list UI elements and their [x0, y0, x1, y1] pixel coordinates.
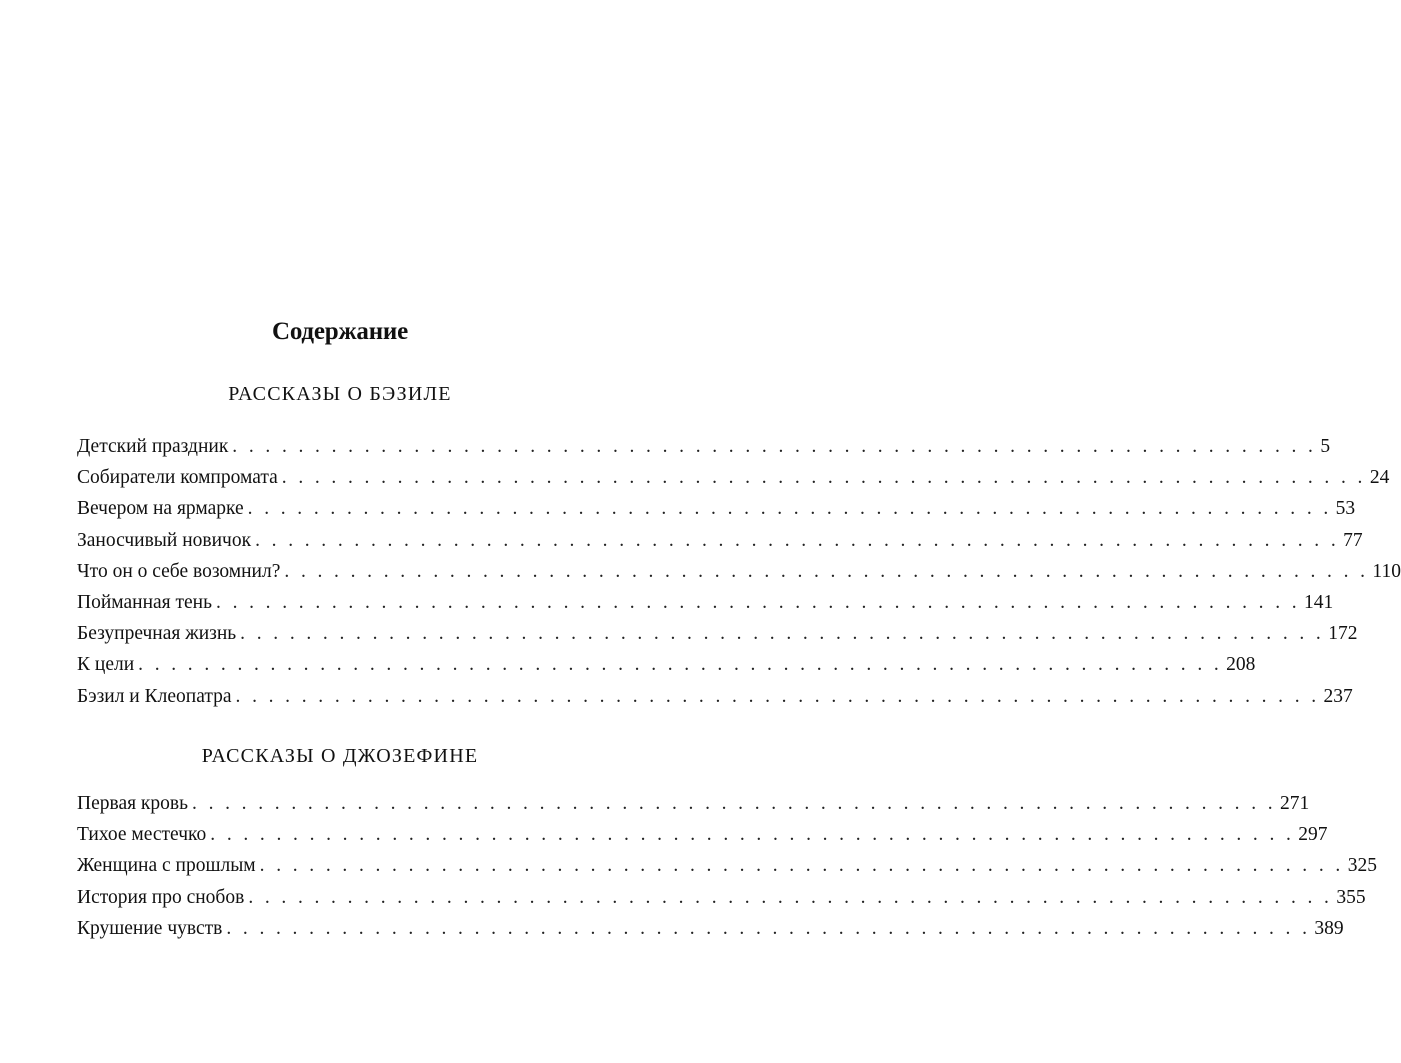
- toc-entry-title: Пойманная тень: [77, 591, 213, 613]
- toc-entry-title: Бэзил и Клеопатра: [77, 685, 232, 707]
- toc-dot-leader: . . . . . . . . . . . . . . . . . . . . . . . . . . . . . . . . . . . . . . . . . . . . . . . . . . . . . . . . . . . . . . . . . .: [284, 560, 1369, 582]
- toc-entry-title: Безупречная жизнь: [77, 623, 237, 645]
- toc-entry: [77, 587, 1334, 618]
- toc-entry: [77, 850, 1377, 881]
- toc-entry-title: Что он о себе возомнил?: [77, 560, 281, 582]
- toc-entry: [77, 882, 1366, 913]
- toc-dot-leader: . . . . . . . . . . . . . . . . . . . . . . . . . . . . . . . . . . . . . . . . . . . . . . . . . . . . . . . . . . . . . . . . . .: [235, 685, 1320, 707]
- section-heading-basil: РАССКАЗЫ О БЭЗИЛЕ: [228, 383, 452, 405]
- toc-dot-leader: . . . . . . . . . . . . . . . . . . . . . . . . . . . . . . . . . . . . . . . . . . . . . . . . . . . . . . . . . . . . . . . . . .: [240, 623, 1325, 645]
- toc-entry-title: Первая кровь: [77, 793, 189, 814]
- toc-entry: [77, 788, 1310, 819]
- toc-page-number: 110: [1372, 560, 1401, 582]
- toc-dot-leader: . . . . . . . . . . . . . . . . . . . . . . . . . . . . . . . . . . . . . . . . . . . . . . . . . . . . . . . . . . . . . . . . . .: [281, 467, 1366, 489]
- toc-dot-leader: . . . . . . . . . . . . . . . . . . . . . . . . . . . . . . . . . . . . . . . . . . . . . . . . . . . . . . . . . . . . . . . . . .: [192, 793, 1277, 814]
- toc-entry: [77, 913, 1344, 944]
- toc-dot-leader: . . . . . . . . . . . . . . . . . . . . . . . . . . . . . . . . . . . . . . . . . . . . . . . . . . . . . . . . . . . . . . . . . .: [210, 824, 1295, 846]
- toc-entry-title: Женщина с прошлым: [77, 855, 256, 877]
- toc-entry: [77, 525, 1363, 556]
- toc-dot-leader: . . . . . . . . . . . . . . . . . . . . . . . . . . . . . . . . . . . . . . . . . . . . . . . . . . . . . . . . . . . . . . . . . .: [226, 917, 1311, 939]
- toc-entry-title: Вечером на ярмарке: [77, 498, 244, 520]
- toc-page-number: 389: [1314, 917, 1344, 939]
- toc-entry: [77, 493, 1356, 524]
- toc-dot-leader: . . . . . . . . . . . . . . . . . . . . . . . . . . . . . . . . . . . . . . . . . . . . . . . . . . . . . . . . . . . . . . . . . .: [259, 855, 1344, 877]
- toc-page-number: 5: [1320, 436, 1331, 457]
- toc-page-number: 297: [1298, 824, 1328, 846]
- toc-entry: [77, 649, 1256, 680]
- toc-entry-title: Собиратели компромата: [77, 467, 278, 489]
- toc-dot-leader: . . . . . . . . . . . . . . . . . . . . . . . . . . . . . . . . . . . . . . . . . . . . . . . . . . . . . . . . . . . . . . . . . .: [247, 498, 1332, 520]
- toc-page-number: 77: [1343, 529, 1363, 551]
- toc-entry-title: Тихое местечко: [77, 824, 207, 846]
- toc-page-number: 24: [1369, 467, 1390, 489]
- toc-list-josephine: [77, 788, 1377, 944]
- toc-entry-title: Детский праздник: [77, 436, 229, 457]
- toc-page-number: 208: [1226, 654, 1256, 676]
- toc-page-number: 271: [1280, 793, 1310, 814]
- toc-entry-title: Крушение чувств: [77, 917, 223, 939]
- toc-entry: [77, 681, 1353, 712]
- toc-page-number: 53: [1335, 498, 1356, 520]
- toc-entry: [77, 618, 1358, 649]
- toc-entry: [77, 431, 1331, 462]
- section-heading-josephine: РАССКАЗЫ О ДЖОЗЕФИНЕ: [201, 745, 479, 767]
- toc-dot-leader: . . . . . . . . . . . . . . . . . . . . . . . . . . . . . . . . . . . . . . . . . . . . . . . . . . . . . . . . . . . . . . . . . .: [248, 886, 1333, 908]
- toc-dot-leader: . . . . . . . . . . . . . . . . . . . . . . . . . . . . . . . . . . . . . . . . . . . . . . . . . . . . . . . . . . . . . . . . . .: [255, 529, 1340, 551]
- toc-list-basil: [77, 431, 1401, 712]
- toc-page-number: 355: [1336, 886, 1366, 908]
- toc-dot-leader: . . . . . . . . . . . . . . . . . . . . . . . . . . . . . . . . . . . . . . . . . . . . . . . . . . . . . . . . . . . . . . . . . .: [232, 436, 1317, 457]
- toc-entry: [77, 462, 1390, 493]
- toc-page-number: 141: [1304, 591, 1334, 613]
- toc-dot-leader: . . . . . . . . . . . . . . . . . . . . . . . . . . . . . . . . . . . . . . . . . . . . . . . . . . . . . . . . . . . . . . . . . .: [138, 654, 1223, 676]
- toc-entry-title: История про снобов: [77, 886, 245, 908]
- toc-entry: [77, 556, 1401, 587]
- toc-dot-leader: . . . . . . . . . . . . . . . . . . . . . . . . . . . . . . . . . . . . . . . . . . . . . . . . . . . . . . . . . . . . . . . . . .: [216, 591, 1301, 613]
- toc-entry-title: Заносчивый новичок: [77, 529, 252, 551]
- toc-page-number: 325: [1347, 855, 1377, 877]
- toc-entry-title: К цели: [77, 654, 135, 676]
- toc-page-number: 172: [1328, 623, 1358, 645]
- page-title: Содержание: [271, 318, 408, 345]
- toc-entry: [77, 819, 1328, 850]
- toc-page-number: 237: [1323, 685, 1353, 707]
